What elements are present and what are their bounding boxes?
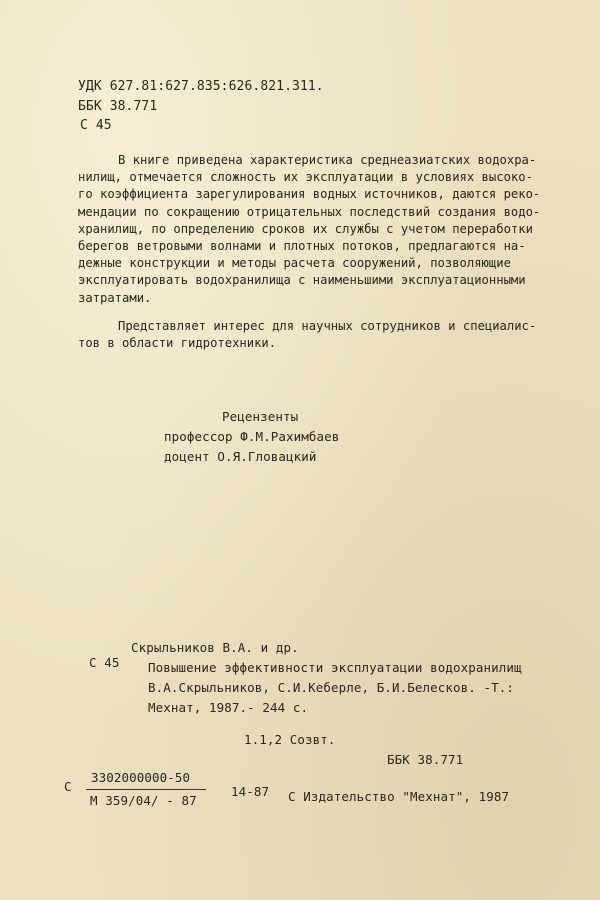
udk-code: УДК 627.81:627.835:626.821.311. xyxy=(78,79,324,94)
index-letter: С xyxy=(64,779,72,794)
abstract-line: берегов ветровыми волнами и плотных потоков, предлагаются на- xyxy=(78,238,526,253)
reviewers-heading: Рецензенты xyxy=(222,409,299,424)
abstract-line: мендации по сокращению отрицательных последствий создания водо- xyxy=(78,204,541,219)
abstract-line: нилищ, отмечается сложность их эксплуатации в условиях высоко- xyxy=(78,170,533,185)
order-number: 14-87 xyxy=(231,784,270,799)
fraction-line xyxy=(86,789,206,790)
bbk-code: ББК 38.771 xyxy=(78,99,158,114)
audience-line: тов в области гидротехники. xyxy=(78,336,277,351)
catalog-title: Повышение эффективности эксплуатации водохранилищ xyxy=(148,660,522,675)
abstract-line: В книге приведена характеристика среднеазиатских водохра- xyxy=(118,153,537,167)
abstract xyxy=(78,152,548,307)
index-denominator: М 359/04/ - 87 xyxy=(90,793,197,808)
catalog-sign-code: С 45 xyxy=(89,655,120,670)
catalog-responsibility: В.А.Скрыльников, С.И.Keберле, Б.И.Белесков. -Т.: xyxy=(148,680,515,695)
abstract-line: дежные конструкции и методы расчета сооружений, позволяющие xyxy=(78,256,511,271)
copyright-notice: С Издательство "Мехнат", 1987 xyxy=(288,789,510,804)
reviewer-professor: профессор Ф.М.Рахимбаев xyxy=(164,429,340,444)
catalog-sheets: 1.1,2 Созвт. xyxy=(244,732,336,747)
abstract-line: хранилищ, по определению сроков их службы с учетом переработки xyxy=(78,221,533,236)
audience-note xyxy=(78,318,548,352)
catalog-bbk: ББК 38.771 xyxy=(387,752,464,767)
abstract-line: го коэффициента зарегулирования водных источников, даются реко- xyxy=(78,187,541,202)
reviewer-docent: доцент О.Я.Гловацкий xyxy=(164,449,317,464)
abstract-line: эксплуатировать водохранилища с наименьшими эксплуатационными xyxy=(78,273,526,288)
audience-line: Представляет интерес для научных сотрудников и специалис- xyxy=(118,319,537,333)
catalog-imprint: Мехнат, 1987.- 244 с. xyxy=(148,700,309,715)
abstract-line: затратами. xyxy=(78,290,152,305)
index-numerator: 3302000000-50 xyxy=(91,770,191,785)
catalog-authors: Скрыльников В.А. и др. xyxy=(131,640,299,655)
author-sign-code: С 45 xyxy=(80,118,112,133)
